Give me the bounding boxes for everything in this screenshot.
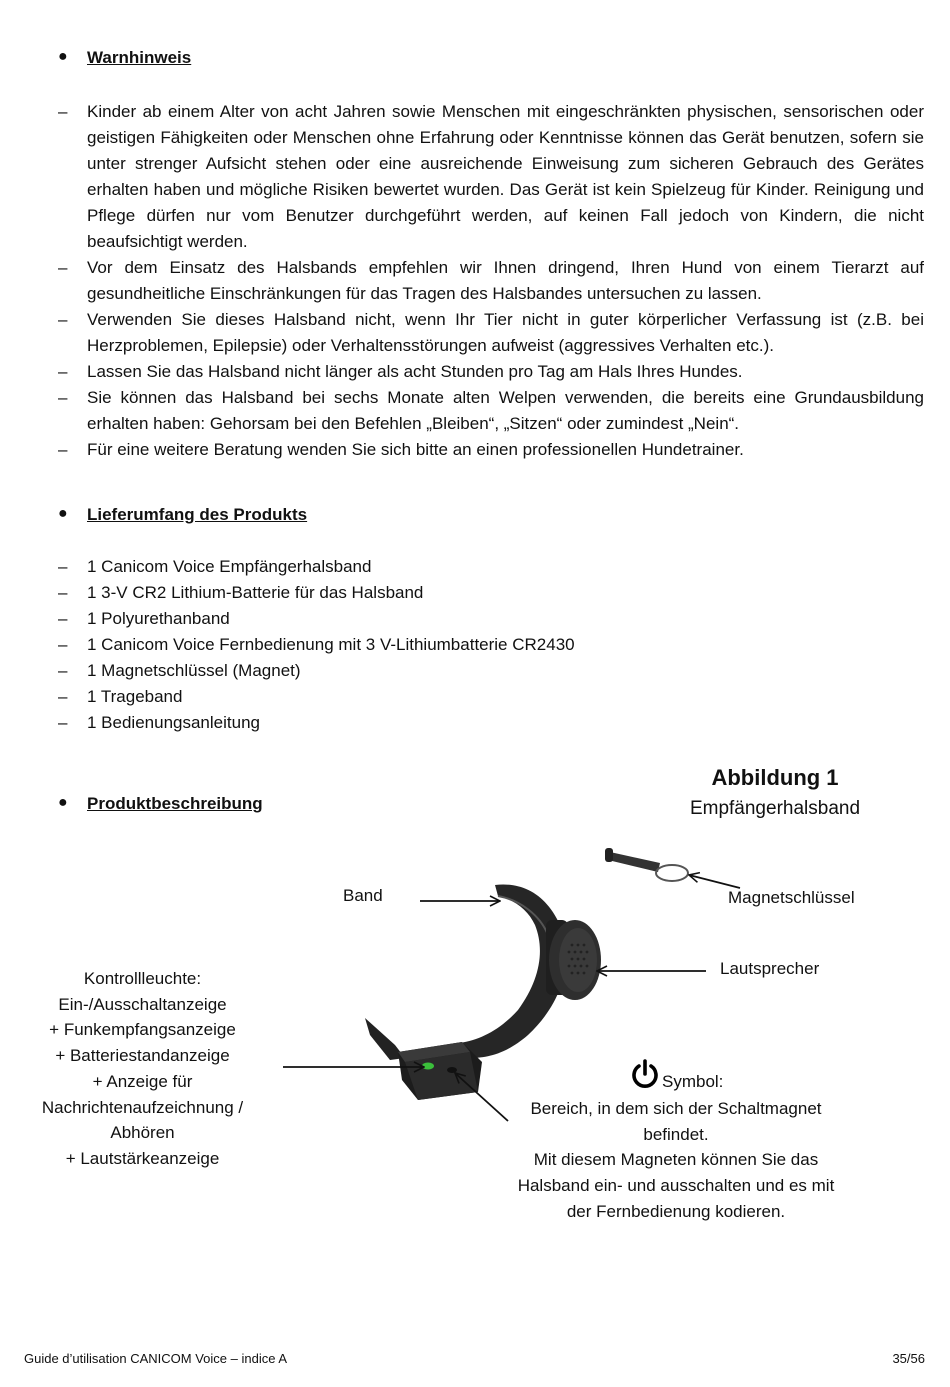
bullet-icon: ● [58, 794, 68, 811]
list-item: – 1 Canicom Voice Empfängerhalsband [58, 557, 372, 576]
heading-text: Lieferumfang des Produkts [87, 505, 308, 524]
collar-strap-icon [365, 884, 566, 1060]
list-item: – 1 3-V CR2 Lithium-Batterie für das Halsband [58, 583, 424, 602]
heading-text: Warnhinweis [87, 48, 192, 67]
label-band: Band [343, 886, 383, 905]
list-item: – Sie können das Halsband bei sechs Monate alten Welpen verwenden, die bereits eine Grundausbildung erhalten haben: Gehorsam bei den Befehlen „Bleiben“, „Sitzen“ oder zumindest „Nein“. [58, 388, 924, 433]
receiver-box-icon [398, 1042, 482, 1100]
power-icon [630, 1059, 660, 1089]
magnet-arrow [689, 875, 740, 888]
figure-subtitle: Empfängerhalsband [689, 798, 861, 819]
warning-list [58, 99, 924, 463]
bullet-icon: ● [58, 48, 68, 65]
contents-list [58, 554, 924, 736]
list-item: – Vor dem Einsatz des Halsbands empfehlen wir Ihnen dringend, Ihren Hund von einem Tierarzt auf gesundheitliche Einschränkungen für das Tragen des Halsbandes untersuchen zu lassen. [58, 258, 924, 303]
list-item: – Kinder ab einem Alter von acht Jahren sowie Menschen mit eingeschränkten physischen, sensorischen oder geistigen Fähigkeiten oder Menschen ohne Erfahrung oder Kenntnisse können das Gerät benutzen, sofern sie unter strenger Aufsicht stehen oder eine ausreichende Einweisung zum sicheren Gebrauch des Gerätes erhalten haben und mögliche Risiken bewertet wurden. Das Gerät ist kein Spielzeug für Kinder. Reinigung und Pflege dürfen nur vom Benutzer durchgeführt werden, auf keinen Fall jedoch von Kindern, die nicht beaufsichtigt werden. [58, 102, 924, 251]
list-item: – 1 Canicom Voice Fernbedienung mit 3 V-Lithiumbatterie CR2430 [58, 635, 575, 654]
list-item: – 1 Trageband [58, 687, 183, 706]
list-item: – Verwenden Sie dieses Halsband nicht, wenn Ihr Tier nicht in guter körperlicher Verfassung ist (z.B. bei Herzproblemen, Epilepsie) oder Verhaltensstörungen aufweist (aggressives Verhalten etc.). [58, 310, 924, 355]
list-item: – Lassen Sie das Halsband nicht länger als acht Stunden pro Tag am Hals Ihres Hundes. [58, 362, 743, 381]
bullet-icon: ● [58, 505, 68, 522]
label-magnet: Magnetschlüssel [728, 888, 855, 907]
label-symbol-description: Bereich, in dem sich der Schaltmagnet befindet. Mit diesem Magneten können Sie das Halsband ein- und ausschalten und es mit der Fernbedienung kodieren. [517, 1099, 835, 1221]
list-item: – 1 Polyurethanband [58, 609, 230, 628]
footer-left: Guide d’utilisation CANICOM Voice – indice A [24, 1351, 288, 1366]
label-symbol: Symbol: [662, 1072, 724, 1091]
page-number: 35/56 [892, 1351, 925, 1366]
list-item: – 1 Magnetschlüssel (Magnet) [58, 661, 301, 680]
list-item: – Für eine weitere Beratung wenden Sie sich bitte an einen professionellen Hundetrainer. [58, 440, 744, 459]
led-indicator [422, 1063, 434, 1070]
heading-text: Produktbeschreibung [87, 794, 263, 813]
label-speaker: Lautsprecher [720, 959, 820, 978]
figure-title: Abbildung 1 [711, 765, 839, 790]
label-led-indicator: Kontrollleuchte: Ein-/Ausschaltanzeige + Funkempfangsanzeige + Batteriestandanzeige + Anzeige für Nachrichtenaufzeichnung / Abhören + Lautstärkeanzeige [41, 969, 244, 1168]
speaker-icon [546, 920, 601, 1000]
list-item: – 1 Bedienungsanleitung [58, 713, 260, 732]
magnet-key-icon [605, 848, 688, 881]
